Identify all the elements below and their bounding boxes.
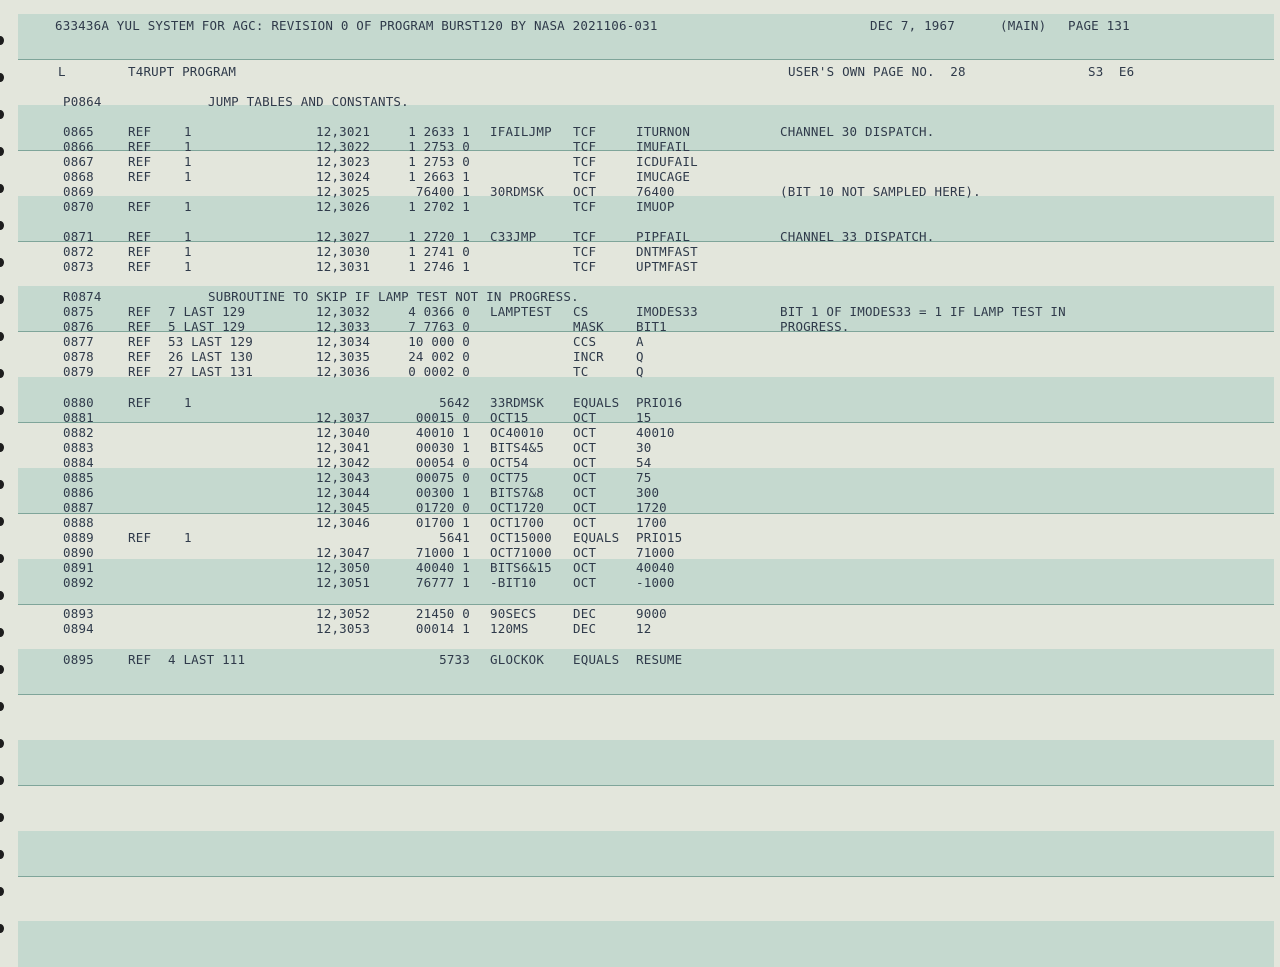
memory-address: 12,3033 bbox=[316, 319, 371, 334]
machine-word: 00054 0 bbox=[415, 455, 470, 470]
operand: BIT1 bbox=[636, 319, 667, 334]
listing-line bbox=[0, 606, 1280, 621]
symbol-label: OCT1720 bbox=[490, 500, 545, 515]
symbol-label: 30RDMSK bbox=[490, 184, 545, 199]
opcode: TC bbox=[573, 364, 589, 379]
operand: UPTMFAST bbox=[636, 259, 698, 274]
line-number: 0875 bbox=[63, 304, 94, 319]
code-markers: S3 E6 bbox=[1088, 64, 1135, 79]
ref-marker: REF bbox=[128, 304, 152, 319]
listing-line bbox=[0, 652, 1280, 667]
operand: 12 bbox=[636, 621, 652, 636]
machine-word: 76777 1 bbox=[415, 575, 470, 590]
machine-word: 01700 1 bbox=[415, 515, 470, 530]
line-number: 0879 bbox=[63, 364, 94, 379]
opcode: EQUALS bbox=[573, 530, 620, 545]
opcode: TCF bbox=[573, 244, 597, 259]
memory-address: 12,3035 bbox=[316, 349, 371, 364]
operand: 40040 bbox=[636, 560, 675, 575]
opcode: OCT bbox=[573, 515, 597, 530]
machine-word: 5642 bbox=[439, 395, 470, 410]
symbol-label: BITS7&8 bbox=[490, 485, 545, 500]
symbol-label: OCT75 bbox=[490, 470, 529, 485]
tractor-hole bbox=[0, 850, 4, 859]
ref-count: 1 bbox=[184, 395, 192, 410]
memory-address: 12,3046 bbox=[316, 515, 371, 530]
opcode: CCS bbox=[573, 334, 597, 349]
ref-marker: REF bbox=[128, 169, 152, 184]
listing-line bbox=[0, 94, 1280, 109]
listing-line bbox=[0, 184, 1280, 199]
ref-marker: REF bbox=[128, 349, 152, 364]
operand: IMODES33 bbox=[636, 304, 698, 319]
machine-word: 1 2633 1 bbox=[408, 124, 470, 139]
operand: 40010 bbox=[636, 425, 675, 440]
ref-count: 1 bbox=[184, 199, 192, 214]
opcode: OCT bbox=[573, 560, 597, 575]
symbol-label: OCT15 bbox=[490, 410, 529, 425]
operand: ICDUFAIL bbox=[636, 154, 698, 169]
tractor-hole bbox=[0, 702, 4, 711]
machine-word: 00014 1 bbox=[415, 621, 470, 636]
machine-word: 5733 bbox=[439, 652, 470, 667]
listing-line bbox=[0, 621, 1280, 636]
listing-line bbox=[0, 319, 1280, 334]
machine-word: 1 2720 1 bbox=[408, 229, 470, 244]
opcode: OCT bbox=[573, 545, 597, 560]
operand: -1000 bbox=[636, 575, 675, 590]
ref-count: 1 bbox=[184, 259, 192, 274]
memory-address: 12,3022 bbox=[316, 139, 371, 154]
machine-word: 10 000 0 bbox=[408, 334, 470, 349]
operand: 15 bbox=[636, 410, 652, 425]
memory-address: 12,3042 bbox=[316, 455, 371, 470]
operand: IMUFAIL bbox=[636, 139, 691, 154]
operand: PRIO16 bbox=[636, 395, 683, 410]
opcode: OCT bbox=[573, 455, 597, 470]
ref-count: 7 LAST 129 bbox=[168, 304, 246, 319]
machine-word: 01720 0 bbox=[415, 500, 470, 515]
ref-count: 1 bbox=[184, 244, 192, 259]
listing-line bbox=[0, 334, 1280, 349]
tractor-hole bbox=[0, 924, 4, 933]
machine-word: 71000 1 bbox=[415, 545, 470, 560]
machine-word: 40040 1 bbox=[415, 560, 470, 575]
ref-marker: REF bbox=[128, 154, 152, 169]
line-number: P0864 bbox=[63, 94, 102, 109]
memory-address: 12,3047 bbox=[316, 545, 371, 560]
ref-marker: REF bbox=[128, 199, 152, 214]
opcode: TCF bbox=[573, 124, 597, 139]
listing-line bbox=[0, 530, 1280, 545]
symbol-label: OC40010 bbox=[490, 425, 545, 440]
listing-line bbox=[0, 349, 1280, 364]
listing-line bbox=[0, 545, 1280, 560]
listing-line bbox=[0, 575, 1280, 590]
listing-line bbox=[0, 169, 1280, 184]
tractor-hole bbox=[0, 776, 4, 785]
paper-rule bbox=[18, 785, 1274, 786]
opcode: OCT bbox=[573, 500, 597, 515]
memory-address: 12,3030 bbox=[316, 244, 371, 259]
memory-address: 12,3050 bbox=[316, 560, 371, 575]
operand: IMUCAGE bbox=[636, 169, 691, 184]
operand: IMUOP bbox=[636, 199, 675, 214]
line-number: 0885 bbox=[63, 470, 94, 485]
machine-word: 4 0366 0 bbox=[408, 304, 470, 319]
symbol-label: 90SECS bbox=[490, 606, 537, 621]
line-number: 0878 bbox=[63, 349, 94, 364]
opcode: TCF bbox=[573, 139, 597, 154]
section-heading: JUMP TABLES AND CONSTANTS. bbox=[208, 94, 409, 109]
line-number: 0894 bbox=[63, 621, 94, 636]
line-number: 0880 bbox=[63, 395, 94, 410]
symbol-label: 120MS bbox=[490, 621, 529, 636]
ref-count: 1 bbox=[184, 154, 192, 169]
ref-count: 1 bbox=[184, 139, 192, 154]
user-page-number: USER'S OWN PAGE NO. 28 bbox=[788, 64, 966, 79]
memory-address: 12,3023 bbox=[316, 154, 371, 169]
memory-address: 12,3032 bbox=[316, 304, 371, 319]
listing-line bbox=[0, 139, 1280, 154]
line-number: 0886 bbox=[63, 485, 94, 500]
line-number: 0871 bbox=[63, 229, 94, 244]
memory-address: 12,3040 bbox=[316, 425, 371, 440]
operand: 30 bbox=[636, 440, 652, 455]
line-number: 0892 bbox=[63, 575, 94, 590]
operand: PIPFAIL bbox=[636, 229, 691, 244]
machine-word: 1 2663 1 bbox=[408, 169, 470, 184]
memory-address: 12,3026 bbox=[316, 199, 371, 214]
operand: 300 bbox=[636, 485, 660, 500]
ref-marker: REF bbox=[128, 229, 152, 244]
line-number: 0870 bbox=[63, 199, 94, 214]
listing-line bbox=[0, 470, 1280, 485]
ref-count: 1 bbox=[184, 229, 192, 244]
symbol-label: OCT54 bbox=[490, 455, 529, 470]
memory-address: 12,3051 bbox=[316, 575, 371, 590]
operand: 9000 bbox=[636, 606, 667, 621]
opcode: MASK bbox=[573, 319, 604, 334]
ref-count: 26 LAST 130 bbox=[168, 349, 253, 364]
listing-section: (MAIN) bbox=[1000, 18, 1047, 33]
listing-line bbox=[0, 154, 1280, 169]
line-number: 0895 bbox=[63, 652, 94, 667]
paper-band bbox=[18, 831, 1274, 877]
listing-line bbox=[0, 515, 1280, 530]
line-number: 0869 bbox=[63, 184, 94, 199]
opcode: EQUALS bbox=[573, 652, 620, 667]
tractor-hole bbox=[0, 739, 4, 748]
memory-address: 12,3043 bbox=[316, 470, 371, 485]
ref-count: 53 LAST 129 bbox=[168, 334, 253, 349]
opcode: OCT bbox=[573, 470, 597, 485]
line-number: 0873 bbox=[63, 259, 94, 274]
memory-address: 12,3034 bbox=[316, 334, 371, 349]
paper-rule bbox=[18, 604, 1274, 605]
opcode: TCF bbox=[573, 199, 597, 214]
operand: Q bbox=[636, 349, 644, 364]
ref-marker: REF bbox=[128, 124, 152, 139]
memory-address: 12,3025 bbox=[316, 184, 371, 199]
operand: ITURNON bbox=[636, 124, 691, 139]
operand: RESUME bbox=[636, 652, 683, 667]
opcode: OCT bbox=[573, 410, 597, 425]
symbol-label: OCT71000 bbox=[490, 545, 552, 560]
memory-address: 12,3044 bbox=[316, 485, 371, 500]
listing-line bbox=[0, 259, 1280, 274]
ref-count: 5 LAST 129 bbox=[168, 319, 246, 334]
ref-marker: REF bbox=[128, 652, 152, 667]
page-header bbox=[0, 18, 1280, 33]
opcode: TCF bbox=[573, 259, 597, 274]
operand: 75 bbox=[636, 470, 652, 485]
memory-address: 12,3041 bbox=[316, 440, 371, 455]
line-comment: BIT 1 OF IMODES33 = 1 IF LAMP TEST IN bbox=[780, 304, 1066, 319]
operand: PRIO15 bbox=[636, 530, 683, 545]
opcode: TCF bbox=[573, 229, 597, 244]
opcode: CS bbox=[573, 304, 589, 319]
listing-date: DEC 7, 1967 bbox=[870, 18, 955, 33]
listing-line bbox=[0, 199, 1280, 214]
operand: DNTMFAST bbox=[636, 244, 698, 259]
machine-word: 1 2753 0 bbox=[408, 154, 470, 169]
listing-line bbox=[0, 229, 1280, 244]
opcode: TCF bbox=[573, 154, 597, 169]
memory-address: 12,3036 bbox=[316, 364, 371, 379]
line-number: 0891 bbox=[63, 560, 94, 575]
listing-line bbox=[0, 289, 1280, 304]
ref-marker: REF bbox=[128, 139, 152, 154]
tractor-hole bbox=[0, 887, 4, 896]
ref-marker: REF bbox=[128, 244, 152, 259]
ref-marker: REF bbox=[128, 364, 152, 379]
memory-address: 12,3052 bbox=[316, 606, 371, 621]
listing-line bbox=[0, 425, 1280, 440]
memory-address: 12,3031 bbox=[316, 259, 371, 274]
listing-line bbox=[0, 395, 1280, 410]
paper-band bbox=[18, 740, 1274, 786]
symbol-label: OCT1700 bbox=[490, 515, 545, 530]
opcode: TCF bbox=[573, 169, 597, 184]
line-number: 0893 bbox=[63, 606, 94, 621]
opcode: DEC bbox=[573, 621, 597, 636]
line-number: 0884 bbox=[63, 455, 94, 470]
opcode: EQUALS bbox=[573, 395, 620, 410]
listing-line bbox=[0, 455, 1280, 470]
symbol-label: GLOCKOK bbox=[490, 652, 545, 667]
line-number: 0888 bbox=[63, 515, 94, 530]
machine-word: 1 2702 1 bbox=[408, 199, 470, 214]
opcode: INCR bbox=[573, 349, 604, 364]
machine-word: 0 0002 0 bbox=[408, 364, 470, 379]
operand: 71000 bbox=[636, 545, 675, 560]
opcode: DEC bbox=[573, 606, 597, 621]
program-name: T4RUPT PROGRAM bbox=[128, 64, 237, 79]
ref-count: 1 bbox=[184, 169, 192, 184]
line-comment: CHANNEL 30 DISPATCH. bbox=[780, 124, 935, 139]
paper-rule bbox=[18, 876, 1274, 877]
line-comment: CHANNEL 33 DISPATCH. bbox=[780, 229, 935, 244]
ref-marker: REF bbox=[128, 334, 152, 349]
ref-marker: REF bbox=[128, 395, 152, 410]
tractor-hole bbox=[0, 813, 4, 822]
machine-word: 5641 bbox=[439, 530, 470, 545]
listing-line bbox=[0, 244, 1280, 259]
line-number: 0889 bbox=[63, 530, 94, 545]
symbol-label: BITS4&5 bbox=[490, 440, 545, 455]
ref-marker: REF bbox=[128, 530, 152, 545]
paper-rule bbox=[18, 694, 1274, 695]
memory-address: 12,3024 bbox=[316, 169, 371, 184]
listing-line bbox=[0, 124, 1280, 139]
memory-address: 12,3021 bbox=[316, 124, 371, 139]
listing-line bbox=[0, 304, 1280, 319]
machine-word: 76400 1 bbox=[415, 184, 470, 199]
section-heading: SUBROUTINE TO SKIP IF LAMP TEST NOT IN PROGRESS. bbox=[208, 289, 579, 304]
listing-line bbox=[0, 440, 1280, 455]
listing-line bbox=[0, 560, 1280, 575]
ref-count: 4 LAST 111 bbox=[168, 652, 246, 667]
ref-count: 1 bbox=[184, 124, 192, 139]
ref-count: 1 bbox=[184, 530, 192, 545]
listing-flag: L bbox=[58, 64, 66, 79]
operand: 1700 bbox=[636, 515, 667, 530]
line-number: 0882 bbox=[63, 425, 94, 440]
line-number: 0872 bbox=[63, 244, 94, 259]
symbol-label: OCT15000 bbox=[490, 530, 552, 545]
listing-line bbox=[0, 485, 1280, 500]
line-number: 0865 bbox=[63, 124, 94, 139]
page-subheader bbox=[0, 64, 1280, 79]
opcode: OCT bbox=[573, 184, 597, 199]
machine-word: 40010 1 bbox=[415, 425, 470, 440]
memory-address: 12,3037 bbox=[316, 410, 371, 425]
machine-word: 00015 0 bbox=[415, 410, 470, 425]
ref-marker: REF bbox=[128, 319, 152, 334]
machine-word: 1 2741 0 bbox=[408, 244, 470, 259]
line-number: 0876 bbox=[63, 319, 94, 334]
page-number: PAGE 131 bbox=[1068, 18, 1130, 33]
symbol-label: C33JMP bbox=[490, 229, 537, 244]
opcode: OCT bbox=[573, 575, 597, 590]
line-comment: (BIT 10 NOT SAMPLED HERE). bbox=[780, 184, 981, 199]
opcode: OCT bbox=[573, 425, 597, 440]
symbol-label: 33RDMSK bbox=[490, 395, 545, 410]
line-number: 0868 bbox=[63, 169, 94, 184]
memory-address: 12,3027 bbox=[316, 229, 371, 244]
machine-word: 00030 1 bbox=[415, 440, 470, 455]
line-number: 0877 bbox=[63, 334, 94, 349]
machine-word: 7 7763 0 bbox=[408, 319, 470, 334]
line-number: 0883 bbox=[63, 440, 94, 455]
machine-word: 1 2746 1 bbox=[408, 259, 470, 274]
line-number: 0887 bbox=[63, 500, 94, 515]
operand: 54 bbox=[636, 455, 652, 470]
symbol-label: BITS6&15 bbox=[490, 560, 552, 575]
machine-word: 00300 1 bbox=[415, 485, 470, 500]
line-number: R0874 bbox=[63, 289, 102, 304]
machine-word: 1 2753 0 bbox=[408, 139, 470, 154]
operand: Q bbox=[636, 364, 644, 379]
operand: 76400 bbox=[636, 184, 675, 199]
listing-title: 633436A YUL SYSTEM FOR AGC: REVISION 0 OF PROGRAM BURST120 BY NASA 2021106-031 bbox=[55, 18, 658, 33]
line-number: 0881 bbox=[63, 410, 94, 425]
ref-count: 27 LAST 131 bbox=[168, 364, 253, 379]
opcode: OCT bbox=[573, 485, 597, 500]
paper-rule bbox=[18, 59, 1274, 60]
symbol-label: -BIT10 bbox=[490, 575, 537, 590]
operand: 1720 bbox=[636, 500, 667, 515]
listing-line bbox=[0, 364, 1280, 379]
operand: A bbox=[636, 334, 644, 349]
listing-line bbox=[0, 410, 1280, 425]
memory-address: 12,3053 bbox=[316, 621, 371, 636]
line-number: 0867 bbox=[63, 154, 94, 169]
opcode: OCT bbox=[573, 440, 597, 455]
paper-band bbox=[18, 921, 1274, 967]
line-number: 0866 bbox=[63, 139, 94, 154]
memory-address: 12,3045 bbox=[316, 500, 371, 515]
line-comment: PROGRESS. bbox=[780, 319, 850, 334]
line-number: 0890 bbox=[63, 545, 94, 560]
tractor-hole bbox=[0, 591, 4, 600]
machine-word: 24 002 0 bbox=[408, 349, 470, 364]
symbol-label: LAMPTEST bbox=[490, 304, 552, 319]
ref-marker: REF bbox=[128, 259, 152, 274]
machine-word: 21450 0 bbox=[415, 606, 470, 621]
symbol-label: IFAILJMP bbox=[490, 124, 552, 139]
listing-line bbox=[0, 500, 1280, 515]
machine-word: 00075 0 bbox=[415, 470, 470, 485]
